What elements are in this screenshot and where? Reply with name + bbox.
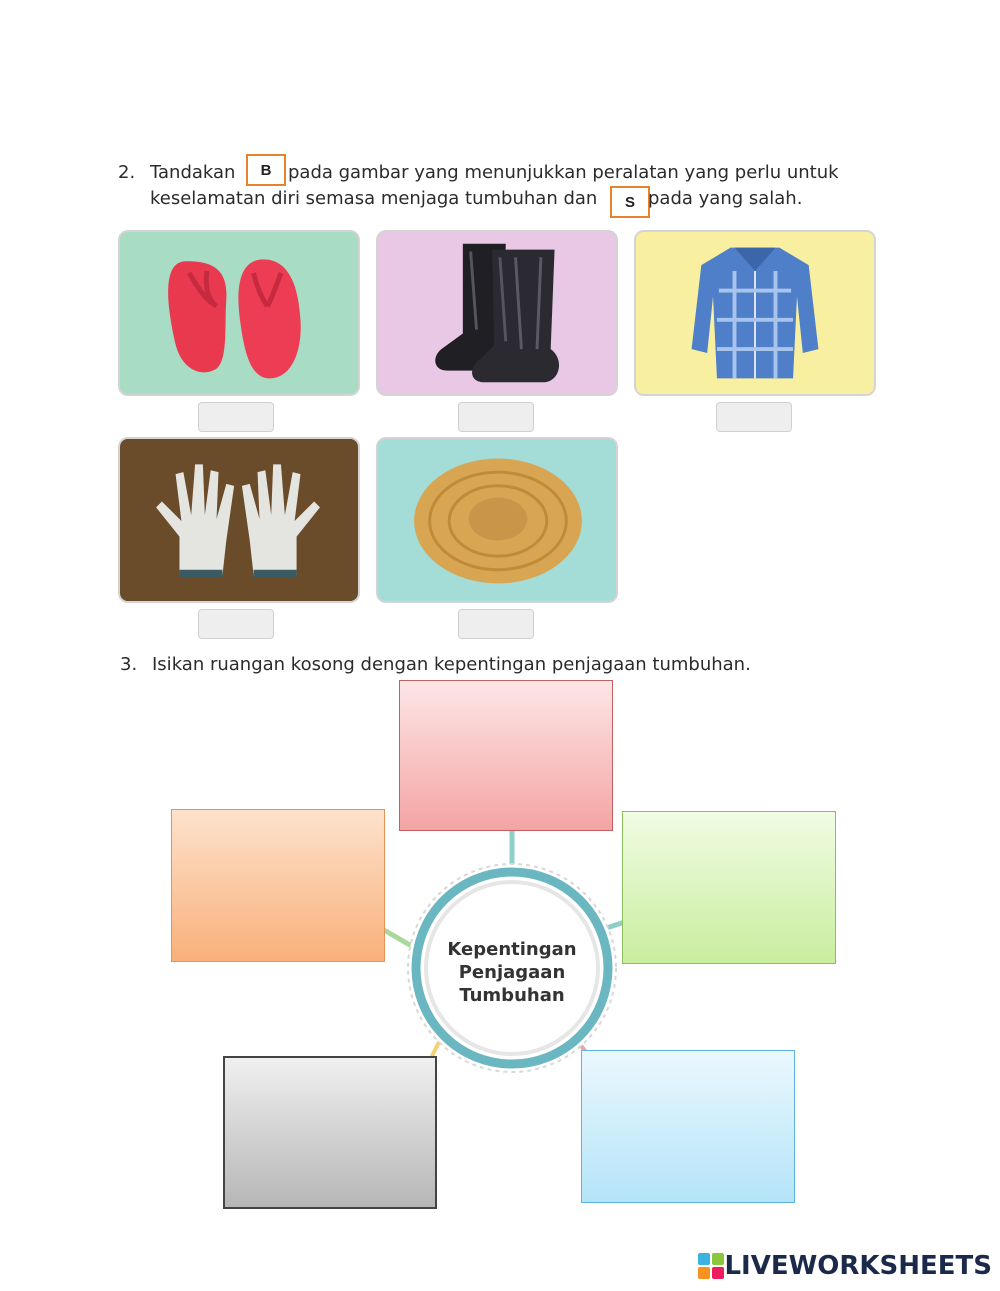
center-label-line1: Kepentingan	[447, 939, 577, 960]
brand-name: LIVEWORKSHEETS	[724, 1251, 992, 1281]
mind-map-box-bottom-left[interactable]	[223, 1056, 437, 1209]
mind-map-box-left[interactable]	[171, 809, 385, 962]
question-2-number: 2.	[118, 162, 136, 183]
question-3-text: Isikan ruangan kosong dengan kepentingan penjagaan tumbuhan.	[152, 654, 751, 675]
mind-map-center-label	[426, 938, 598, 1007]
question-2-text-line2-end: pada yang salah.	[648, 188, 803, 209]
center-label-line3: Tumbuhan	[459, 985, 565, 1006]
question-3-number: 3.	[120, 654, 138, 675]
question-2-text-start: Tandakan	[150, 162, 236, 183]
question-2-text-line1: pada gambar yang menunjukkan peralatan yang perlu untuk	[288, 162, 839, 183]
brand-logo	[698, 1251, 992, 1281]
center-label-line2: Penjagaan	[458, 962, 566, 983]
question-2-text-line2: keselamatan diri semasa menjaga tumbuhan dan	[150, 188, 598, 209]
mind-map-box-top[interactable]	[399, 680, 613, 831]
mind-map-box-right[interactable]	[622, 811, 836, 964]
mark-box-correct: B	[246, 154, 286, 186]
mark-box-wrong: S	[610, 186, 650, 218]
liveworksheets-icon	[698, 1253, 724, 1279]
mind-map-box-bottom-right[interactable]	[581, 1050, 795, 1203]
